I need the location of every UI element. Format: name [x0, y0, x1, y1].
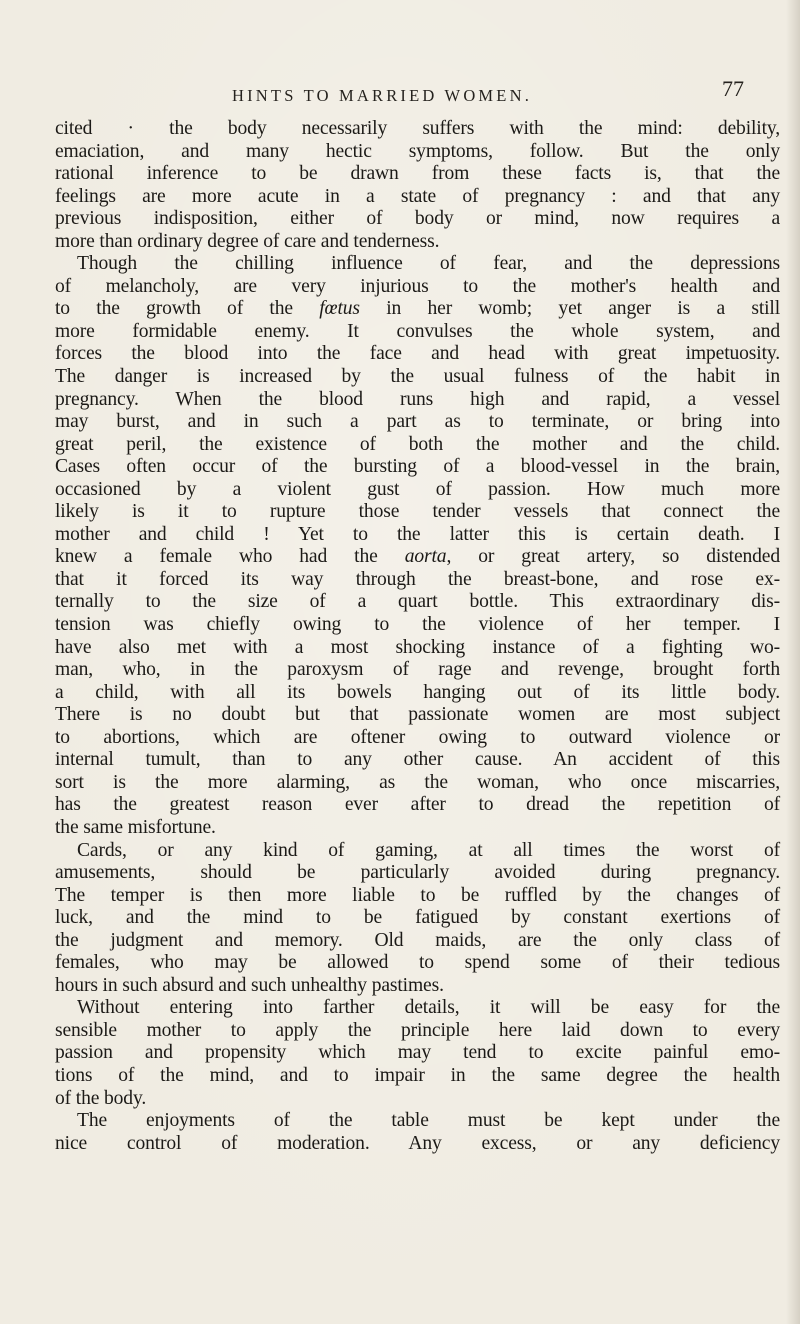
text-line: the judgment and memory. Old maids, are the only class of [55, 929, 780, 951]
text-line: more formidable enemy. It convulses the whole system, and [55, 320, 780, 342]
text-line: tions of the mind, and to impair in the same degree the health [55, 1064, 780, 1086]
text-line: sort is the more alarming, as the woman, who once miscarries, [55, 771, 780, 793]
text-line: amusements, should be particularly avoided during pregnancy. [55, 862, 780, 884]
text-line: luck, and the mind to be fatigued by constant exertions of [55, 907, 780, 929]
text-line: that it forced its way through the breast-bone, and rose ex- [55, 568, 780, 590]
text-line: The enjoyments of the table must be kept under the [77, 1110, 780, 1132]
text-line: emaciation, and many hectic symptoms, follow. But the only [55, 140, 780, 162]
text-line: has the greatest reason ever after to dread the repetition of [55, 794, 780, 816]
text-line: pregnancy. When the blood runs high and rapid, a vessel [55, 388, 780, 410]
text-line: females, who may be allowed to spend some of their tedious [55, 952, 780, 974]
text-line: passion and propensity which may tend to excite painful emo- [55, 1042, 780, 1064]
text-line: cited · the body necessarily suffers with the mind: debility, [55, 118, 780, 139]
running-title: HINTS TO MARRIED WOMEN. [232, 86, 533, 105]
text-line: the same misfortune. [55, 816, 216, 838]
text-line: may burst, and in such a part as to terminate, or bring into [55, 411, 780, 433]
text-line: to the growth of the fœtus in her womb; yet anger is a still [55, 298, 781, 320]
text-line: tension was chiefly owing to the violence of her temper. I [55, 614, 780, 636]
text-line: of melancholy, are very injurious to the mother's health and [55, 275, 780, 297]
text-line: There is no doubt but that passionate women are most subject [55, 704, 780, 726]
text-line: occasioned by a violent gust of passion. How much more [55, 478, 780, 500]
text-line: Without entering into farther details, it will be easy for the [77, 997, 780, 1019]
text-line: ternally to the size of a quart bottle. This extraordinary dis- [55, 591, 780, 613]
text-line: knew a female who had the aorta, or great artery, so distended [55, 546, 780, 568]
text-line: man, who, in the paroxysm of rage and revenge, brought forth [55, 659, 780, 681]
text-line: The temper is then more liable to be ruffled by the changes of [55, 884, 780, 906]
text-line: Cards, or any kind of gaming, at all times the worst of [77, 839, 780, 861]
text-line: Though the chilling influence of fear, and the depressions [77, 253, 780, 275]
text-line: internal tumult, than to any other cause. An accident of this [55, 749, 780, 771]
text-line: a child, with all its bowels hanging out of its little body. [55, 681, 780, 703]
text-line: of the body. [55, 1087, 147, 1109]
page-number: 77 [722, 76, 744, 101]
text-line: to abortions, which are oftener owing to outward violence or [55, 726, 780, 748]
text-line: have also met with a most shocking instance of a fighting wo- [55, 636, 780, 658]
text-line: hours in such absurd and such unhealthy pastimes. [55, 974, 444, 996]
text-line: rational inference to be drawn from these facts is, that the [55, 163, 780, 185]
text-line: The danger is increased by the usual fulness of the habit in [55, 366, 780, 388]
text-line: great peril, the existence of both the mother and the child. [55, 433, 780, 455]
body-text [55, 118, 780, 1155]
text-line: feelings are more acute in a state of pregnancy : and that any [55, 185, 780, 207]
text-line: forces the blood into the face and head with great impetuosity. [55, 343, 780, 365]
text-line: Cases often occur of the bursting of a blood-vessel in the brain, [55, 456, 780, 478]
running-head [0, 76, 800, 112]
text-line: mother and child ! Yet to the latter this is certain death. I [55, 523, 780, 545]
text-line: sensible mother to apply the principle here laid down to every [55, 1019, 780, 1041]
text-line: previous indisposition, either of body or mind, now requires a [55, 208, 780, 230]
text-line: more than ordinary degree of care and tenderness. [55, 230, 440, 252]
page-edge-shadow [786, 0, 800, 1324]
text-line: nice control of moderation. Any excess, or any deficiency [55, 1132, 780, 1154]
text-line: likely is it to rupture those tender vessels that connect the [55, 501, 780, 523]
